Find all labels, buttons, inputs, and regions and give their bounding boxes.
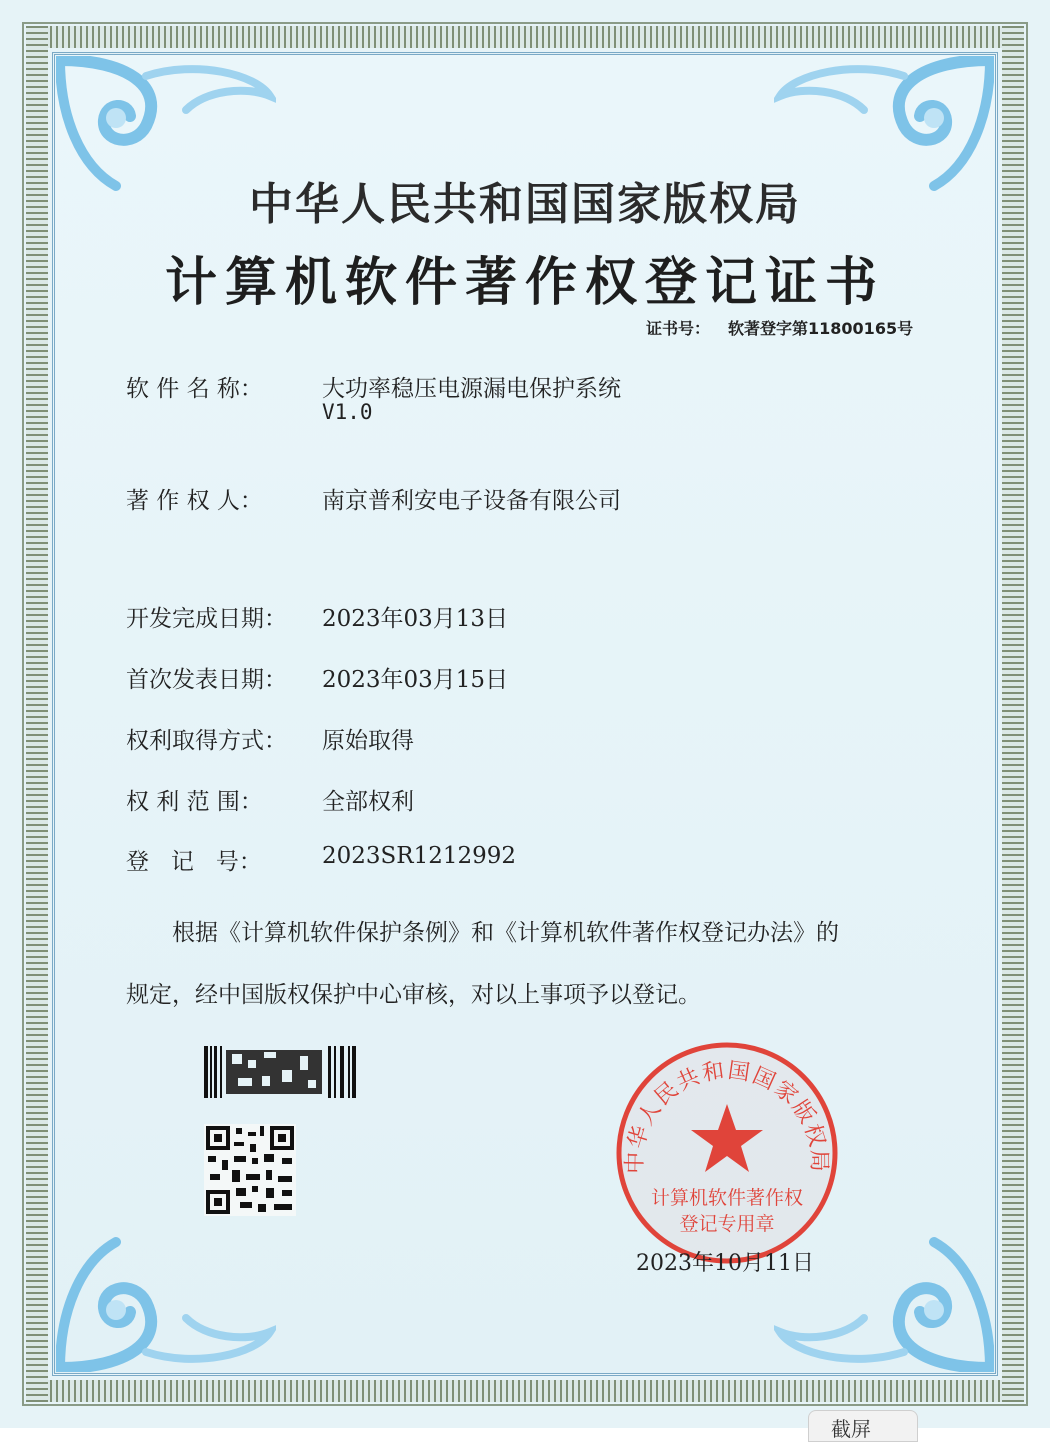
statement-line-2: 规定，经中国版权保护中心审核，对以上事项予以登记。 <box>126 982 701 1008</box>
seal-inner-line-2: 登记专用章 <box>679 1213 775 1235</box>
registration-number-label: 登 记 号： <box>126 849 262 875</box>
fret-border-bottom <box>26 1380 1024 1402</box>
rights-scope-value: 全部权利 <box>322 789 414 815</box>
statement-line-1: 根据《计算机软件保护条例》和《计算机软件著作权登记办法》的 <box>172 920 839 946</box>
fret-border-right <box>1002 26 1024 1402</box>
seal-outer-text: 中华人民共和国国家版权局 <box>622 1058 832 1174</box>
fret-border-left <box>26 26 48 1402</box>
software-version-value: V1.0 <box>322 400 373 424</box>
screenshot-tab[interactable] <box>808 1410 918 1442</box>
acquire-method-value: 原始取得 <box>322 728 414 754</box>
seal-inner-line-1: 计算机软件著作权 <box>650 1187 804 1209</box>
screenshot-tab-label: 截屏 <box>831 1417 871 1441</box>
acquire-method-label: 权利取得方式： <box>126 728 287 754</box>
owner-value: 南京普利安电子设备有限公司 <box>322 488 621 514</box>
software-name-label: 软 件 名 称： <box>126 376 263 402</box>
barcode <box>204 1046 356 1098</box>
software-name-value: 大功率稳压电源漏电保护系统 <box>322 376 621 402</box>
issuing-authority: 中华人民共和国国家版权局 <box>249 179 801 230</box>
fret-border-top <box>26 26 1024 48</box>
corner-scroll-bottom-left <box>56 1222 276 1372</box>
pub-date-label: 首次发表日期： <box>126 667 287 693</box>
issue-date: 2023年10月11日 <box>636 1251 814 1276</box>
dev-date-label: 开发完成日期： <box>126 606 287 632</box>
certificate-number-value: 软著登字第11800165号 <box>728 319 914 338</box>
certificate-number <box>646 316 913 339</box>
certificate-number-label: 证书号： <box>646 319 711 338</box>
qr-code <box>204 1124 296 1216</box>
owner-label: 著 作 权 人： <box>126 488 263 514</box>
dev-date-value: 2023年03月13日 <box>322 606 509 632</box>
official-seal <box>612 1038 842 1268</box>
pub-date-value: 2023年03月15日 <box>322 667 509 693</box>
rights-scope-label: 权 利 范 围： <box>126 789 263 815</box>
registration-number-value: 2023SR1212992 <box>322 843 517 869</box>
certificate-title: 计算机软件著作权登记证书 <box>164 252 885 313</box>
